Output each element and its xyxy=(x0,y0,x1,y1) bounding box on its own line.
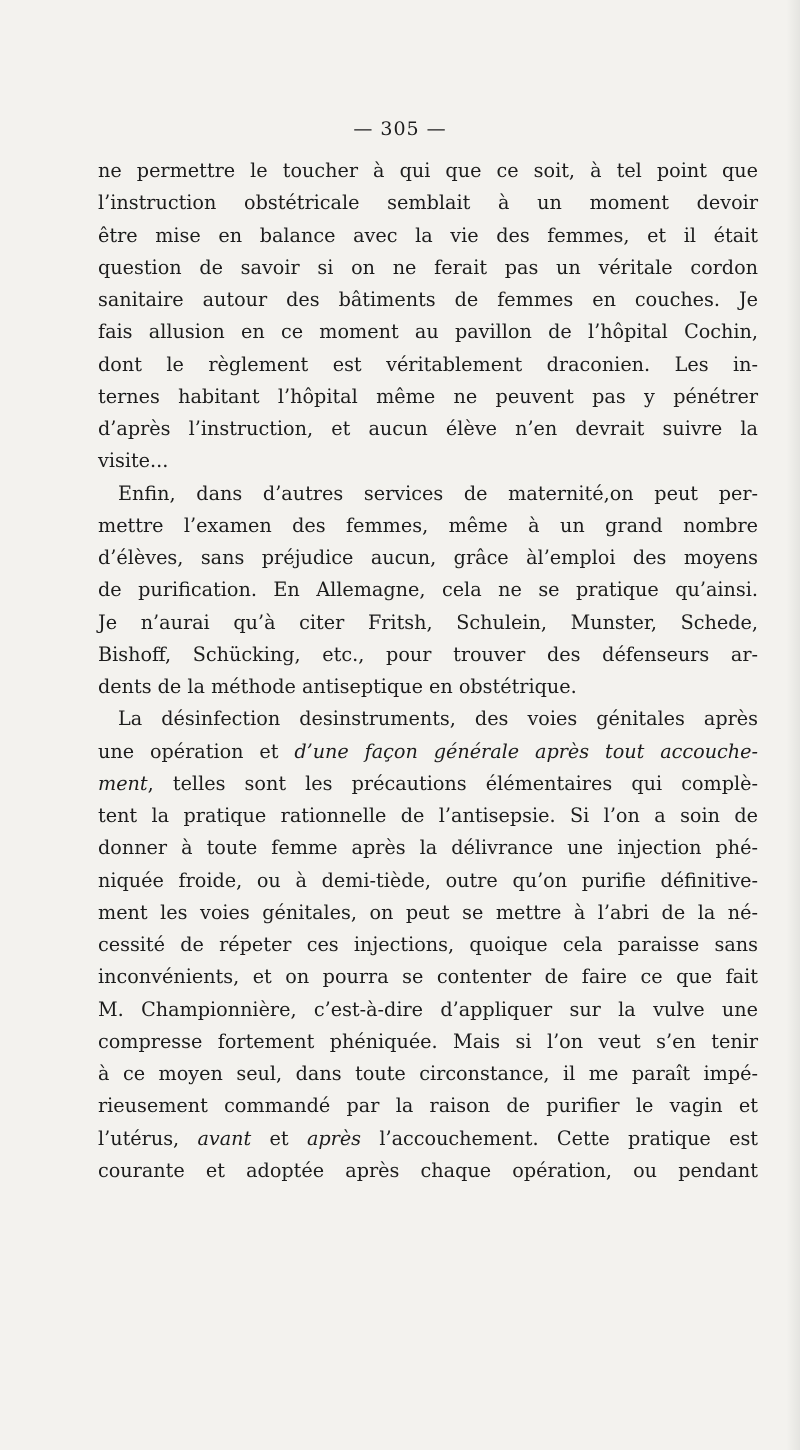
text-line: M. Championnière, c’est-à-dire d’appliquer sur la vulve une xyxy=(98,997,758,1021)
text-line: ment les voies génitales, on peut se mettre à l’abri de la né- xyxy=(98,900,758,924)
text-line: fais allusion en ce moment au pavillon de l’hôpital Cochin, xyxy=(98,320,758,344)
text-line: dont le règlement est véritablement draconien. Les in- xyxy=(98,352,758,376)
text-line-paragraph-start: Enfin, dans d’autres services de maternité,on peut per- xyxy=(118,481,758,505)
text-line-mixed xyxy=(98,736,758,768)
body-text xyxy=(98,155,758,1187)
text-line: tent la pratique rationnelle de l’antisepsie. Si l’on a soin de xyxy=(98,804,758,827)
text-line: sanitaire autour des bâtiments de femmes en couches. Je xyxy=(98,288,758,311)
text-line: l’instruction obstétricale semblait à un moment devoir xyxy=(98,191,758,215)
page-edge-shadow xyxy=(786,0,800,1450)
text-line-mixed xyxy=(98,768,758,800)
text-line: d’après l’instruction, et aucun élève n’en devrait suivre la xyxy=(98,417,758,440)
text-run: et xyxy=(251,1126,307,1150)
text-line: à ce moyen seul, dans toute circonstance, il me paraît impé- xyxy=(98,1062,758,1085)
text-line-paragraph-end: visite... xyxy=(98,449,169,473)
text-line: d’élèves, sans préjudice aucun, grâce àl’emploi des moyens xyxy=(98,546,758,569)
text-line: de purification. En Allemagne, cela ne se pratique qu’ainsi. xyxy=(98,578,758,602)
text-run: , telles sont les précautions élémentaires qui complè- xyxy=(147,771,758,795)
text-line: rieusement commandé par la raison de purifier le vagin et xyxy=(98,1094,758,1118)
text-line-mixed xyxy=(98,1123,758,1155)
italic-run: d’une façon générale après tout accouche- xyxy=(294,739,758,763)
text-line: donner à toute femme après la délivrance une injection phé- xyxy=(98,836,758,860)
text-line: être mise en balance avec la vie des femmes, et il était xyxy=(98,223,758,247)
text-line: compresse fortement phéniquée. Mais si l’on veut s’en tenir xyxy=(98,1029,758,1053)
text-line: inconvénients, et on pourra se contenter de faire ce que fait xyxy=(98,965,758,989)
text-line: courante et adoptée après chaque opération, ou pendant xyxy=(98,1158,758,1182)
italic-run: après xyxy=(306,1126,362,1150)
text-run: l’utérus, xyxy=(98,1126,198,1150)
italic-run: ment xyxy=(98,771,148,795)
page-number: — 305 — xyxy=(353,118,447,140)
text-line-paragraph-start: La désinfection desinstruments, des voies génitales après xyxy=(118,707,758,731)
italic-run: avant xyxy=(197,1126,252,1150)
text-line: ne permettre le toucher à qui que ce soit, à tel point que xyxy=(98,159,758,182)
text-run: une opération et xyxy=(98,739,295,763)
text-line: mettre l’examen des femmes, même à un grand nombre xyxy=(98,513,758,537)
text-line-paragraph-end: dents de la méthode antiseptique en obstétrique. xyxy=(98,675,577,698)
text-line: question de savoir si on ne ferait pas un véritale cordon xyxy=(98,255,758,279)
text-line: Bishoff, Schücking, etc., pour trouver des défenseurs ar- xyxy=(98,642,758,666)
text-line: niquée froide, ou à demi-tiède, outre qu’on purifie définitive- xyxy=(98,868,758,892)
text-line: cessité de répeter ces injections, quoique cela paraisse sans xyxy=(98,933,758,956)
text-line: ternes habitant l’hôpital même ne peuvent pas y pénétrer xyxy=(98,384,758,408)
text-run: l’accouchement. Cette pratique est xyxy=(361,1126,758,1150)
text-line: Je n’aurai qu’à citer Fritsh, Schulein, Munster, Schede, xyxy=(98,610,758,634)
